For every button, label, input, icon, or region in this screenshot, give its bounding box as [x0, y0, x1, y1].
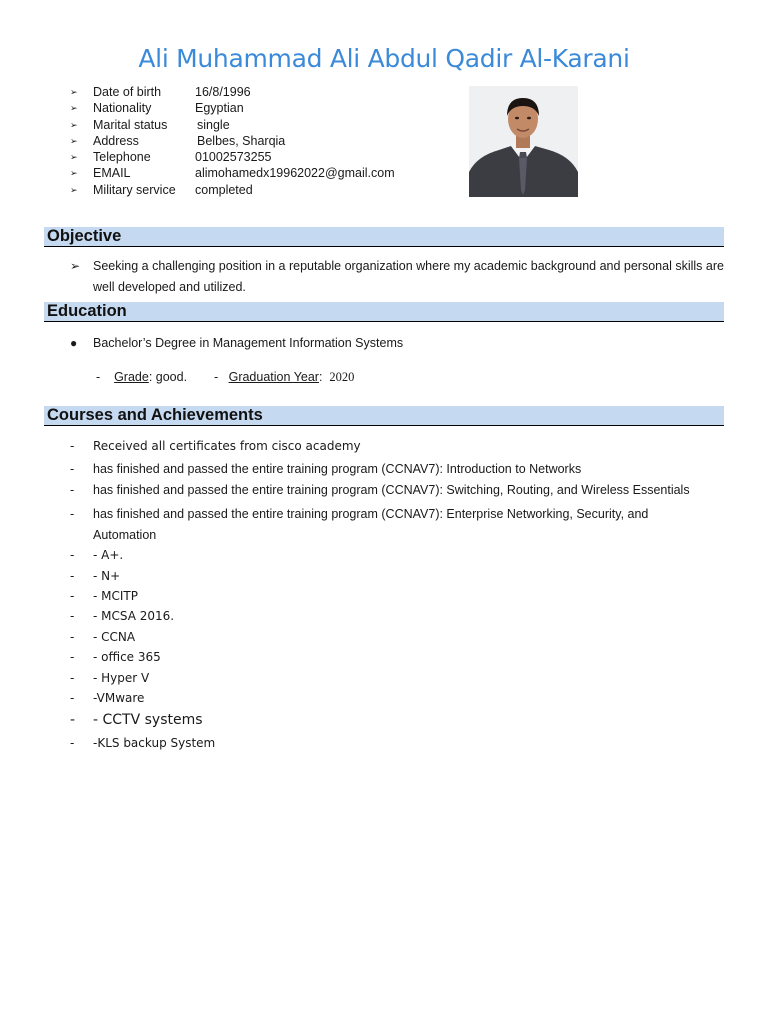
course-text: Received all certificates from cisco academy: [93, 439, 361, 453]
arrow-bullet-icon: ➢: [70, 119, 78, 130]
dash-bullet: -: [70, 712, 76, 728]
dash-bullet: -: [70, 671, 75, 685]
course-text: - CCNA: [93, 630, 136, 644]
objective-section-header: [44, 227, 724, 247]
education-heading: Education: [47, 302, 127, 320]
course-text: has finished and passed the entire training program (CCNAV7): Switching, Routing, and Wireless Essentials: [93, 483, 690, 497]
dot-bullet-icon: ●: [70, 336, 78, 350]
graduation-year: [214, 367, 354, 388]
arrow-bullet-icon: ➢: [70, 259, 81, 273]
info-label: Telephone: [93, 150, 151, 165]
dash-bullet: -: [70, 589, 75, 603]
info-label: Address: [93, 133, 139, 148]
course-text: - MCSA 2016.: [93, 609, 175, 623]
degree-text: Bachelor’s Degree in Management Information Systems: [93, 336, 404, 350]
dash-bullet: -: [96, 370, 101, 384]
education-section-header: [44, 302, 724, 322]
dash-bullet: -: [70, 439, 75, 453]
course-text: - A+.: [93, 548, 124, 562]
dash-bullet: -: [70, 650, 75, 664]
dash-bullet: -: [214, 370, 219, 384]
info-value: single: [197, 117, 230, 132]
grade-value: : good.: [148, 370, 188, 384]
course-text: - MCITP: [93, 589, 138, 603]
course-text: -KLS backup System: [93, 736, 216, 750]
email-value: alimohamedx19962022@gmail.com: [195, 166, 395, 181]
info-label: Nationality: [93, 101, 152, 116]
info-label: Military service: [93, 182, 176, 197]
course-text: - N+: [93, 569, 121, 583]
profile-photo-illustration: [469, 86, 578, 197]
info-value: Egyptian: [195, 101, 244, 116]
education-details: [96, 367, 187, 388]
courses-section-header: [44, 406, 724, 426]
courses-heading: Courses and Achievements: [47, 406, 263, 424]
dash-bullet: -: [70, 507, 75, 521]
info-value: 16/8/1996: [195, 85, 251, 99]
dash-bullet: -: [70, 736, 75, 750]
objective-text: Seeking a challenging position in a reputable organization where my academic background and personal skills are well developed and utilized.: [93, 259, 724, 294]
dash-bullet: -: [70, 548, 75, 562]
info-value: 01002573255: [195, 150, 272, 165]
year-label: Graduation Year: [228, 370, 319, 384]
course-text: has finished and passed the entire training program (CCNAV7): Introduction to Networks: [93, 462, 582, 476]
dash-bullet: -: [70, 630, 75, 644]
dash-bullet: -: [70, 462, 75, 476]
course-text: - CCTV systems: [93, 712, 203, 728]
dash-bullet: -: [70, 569, 75, 583]
course-text: -VMware: [93, 691, 145, 705]
arrow-bullet-icon: ➢: [70, 135, 78, 146]
info-label: Date of birth: [93, 85, 162, 99]
dash-bullet: -: [70, 609, 75, 623]
objective-heading: Objective: [47, 227, 122, 245]
info-value: Belbes, Sharqia: [197, 133, 286, 148]
dash-bullet: -: [70, 691, 75, 705]
arrow-bullet-icon: ➢: [70, 168, 78, 179]
info-value: completed: [195, 182, 253, 197]
info-label: Marital status: [93, 117, 168, 132]
profile-photo: [469, 86, 578, 197]
year-separator: :: [318, 370, 323, 384]
grade-label: Grade: [114, 370, 149, 384]
info-label: EMAIL: [93, 166, 131, 181]
year-value: 2020: [329, 370, 355, 384]
arrow-bullet-icon: ➢: [70, 184, 78, 195]
arrow-bullet-icon: ➢: [70, 103, 78, 114]
course-text: has finished and passed the entire training program (CCNAV7): Enterprise Networking, Security, and Automation: [93, 507, 649, 542]
course-text: - office 365: [93, 650, 161, 664]
arrow-bullet-icon: ➢: [70, 152, 78, 163]
arrow-bullet-icon: ➢: [70, 87, 78, 97]
course-text: - Hyper V: [93, 671, 150, 685]
dash-bullet: -: [70, 483, 75, 497]
resume-name: Ali Muhammad Ali Abdul Qadir Al-Karani: [138, 44, 630, 73]
